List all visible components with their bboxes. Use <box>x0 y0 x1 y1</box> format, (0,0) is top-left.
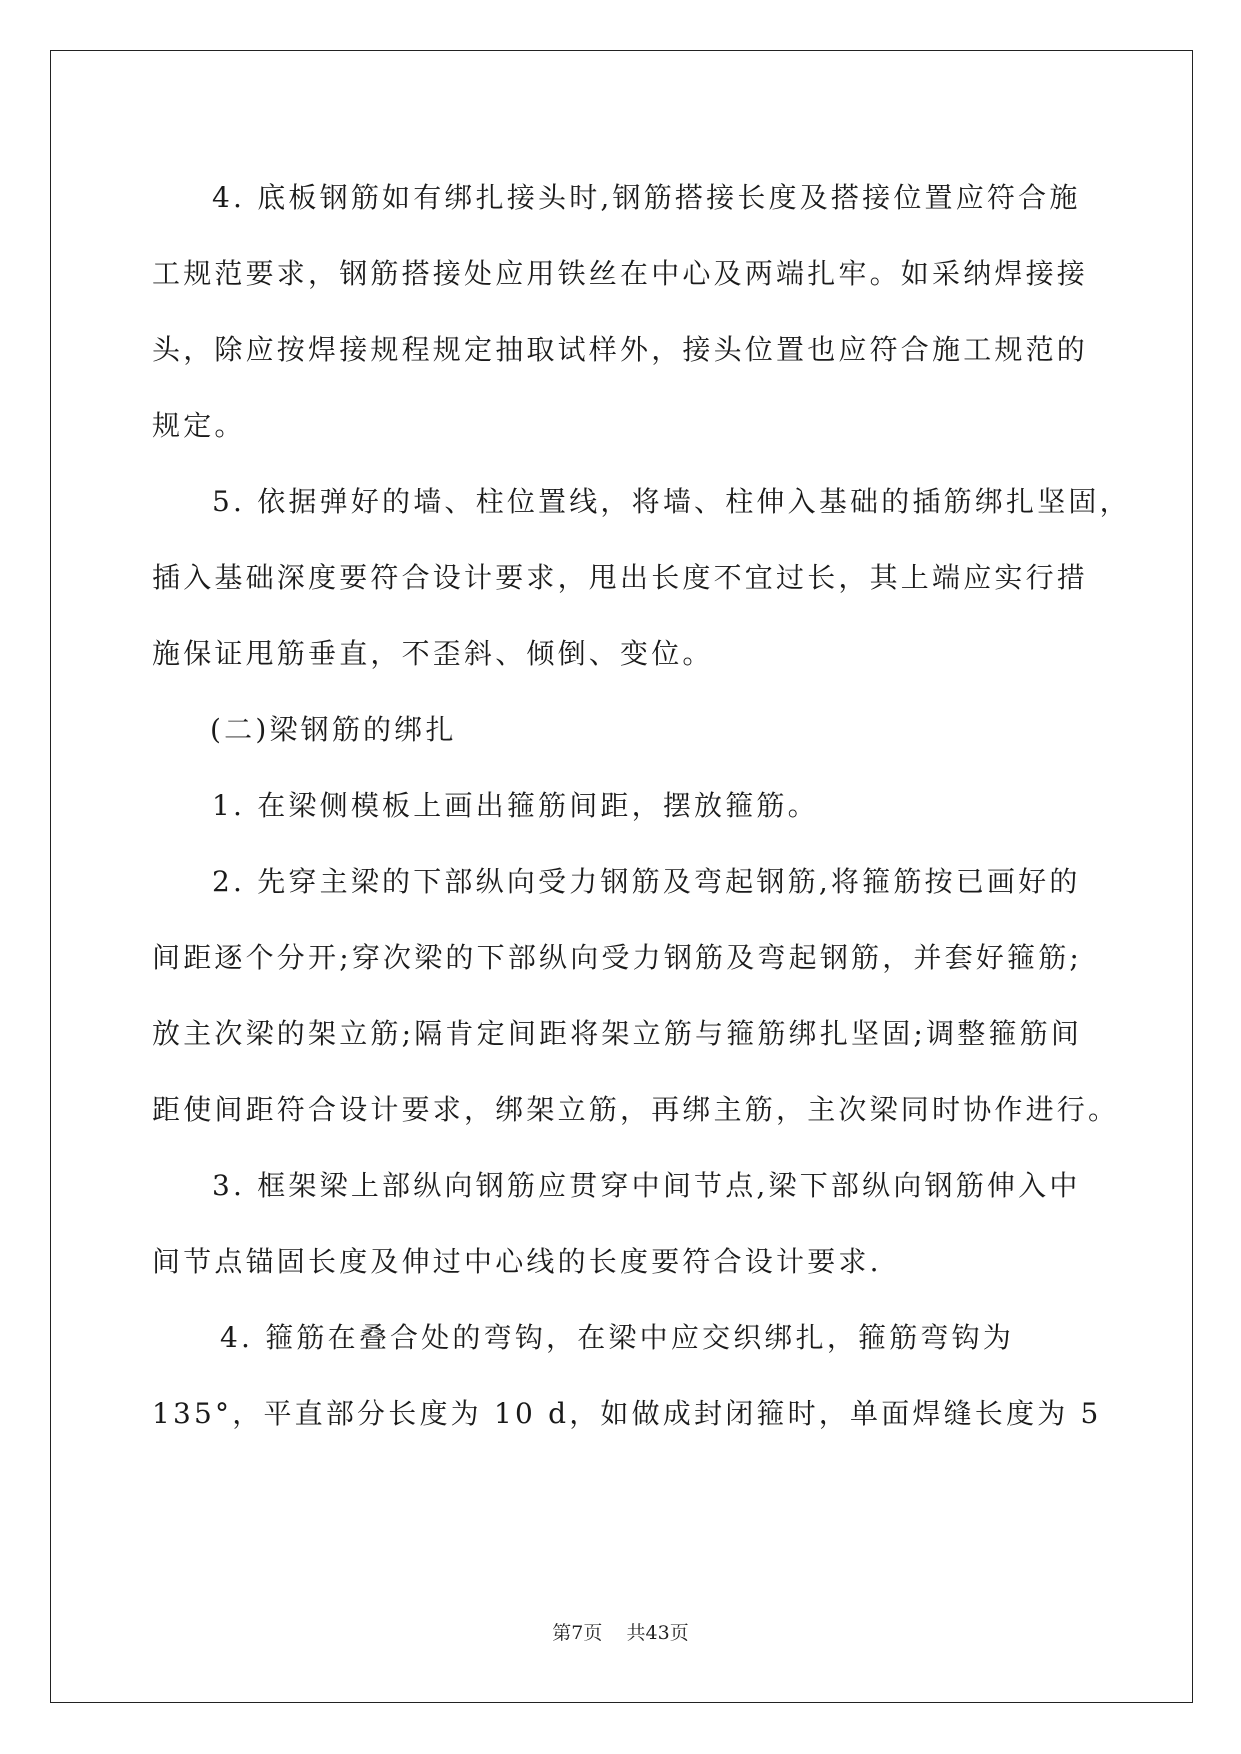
section-heading-beam-rebar: (二)梁钢筋的绑扎 <box>210 713 457 746</box>
paragraph-4-line-4: 规定。 <box>152 409 246 442</box>
paragraph-4-line-2: 工规范要求，钢筋搭接处应用铁丝在中心及两端扎牢。如采纳焊接接 <box>152 257 1089 290</box>
paragraph-4-line-1: 4. 底板钢筋如有绑扎接头时,钢筋搭接长度及搭接位置应符合施 <box>212 181 1081 214</box>
paragraph-4-line-3: 头，除应按焊接规程规定抽取试样外，接头位置也应符合施工规范的 <box>152 333 1089 366</box>
beam-paragraph-2-line-2: 间距逐个分开;穿次梁的下部纵向受力钢筋及弯起钢筋，并套好箍筋; <box>152 941 1083 974</box>
beam-paragraph-4-line-1: 4. 箍筋在叠合处的弯钩，在梁中应交织绑扎，箍筋弯钩为 <box>220 1321 1015 1354</box>
beam-paragraph-3-line-2: 间节点锚固长度及伸过中心线的长度要符合设计要求. <box>152 1245 882 1278</box>
paragraph-5-line-3: 施保证甩筋垂直，不歪斜、倾倒、变位。 <box>152 637 714 670</box>
beam-paragraph-3-line-1: 3. 框架梁上部纵向钢筋应贯穿中间节点,梁下部纵向钢筋伸入中 <box>212 1169 1081 1202</box>
paragraph-5-line-1: 5. 依据弹好的墙、柱位置线，将墙、柱伸入基础的插筋绑扎坚固， <box>212 485 1131 518</box>
beam-paragraph-1: 1. 在梁侧模板上画出箍筋间距，摆放箍筋。 <box>212 789 819 822</box>
beam-paragraph-2-line-1: 2. 先穿主梁的下部纵向受力钢筋及弯起钢筋,将箍筋按已画好的 <box>212 865 1081 898</box>
document-body <box>152 160 1131 1452</box>
beam-paragraph-2-line-4: 距使间距符合设计要求，绑架立筋，再绑主筋，主次梁同时协作进行。 <box>152 1093 1120 1126</box>
page-total: 共43页 <box>626 1622 689 1644</box>
paragraph-5-line-2: 插入基础深度要符合设计要求，甩出长度不宜过长，其上端应实行措 <box>152 561 1089 594</box>
beam-paragraph-2-line-3: 放主次梁的架立筋;隔肯定间距将架立筋与箍筋绑扎坚固;调整箍筋间 <box>152 1017 1083 1050</box>
page-number: 第7页 <box>552 1622 603 1644</box>
page-footer <box>0 1618 1241 1645</box>
beam-paragraph-4-line-2: 135°，平直部分长度为 10 d，如做成封闭箍时，单面焊缝长度为 5 <box>152 1397 1102 1430</box>
